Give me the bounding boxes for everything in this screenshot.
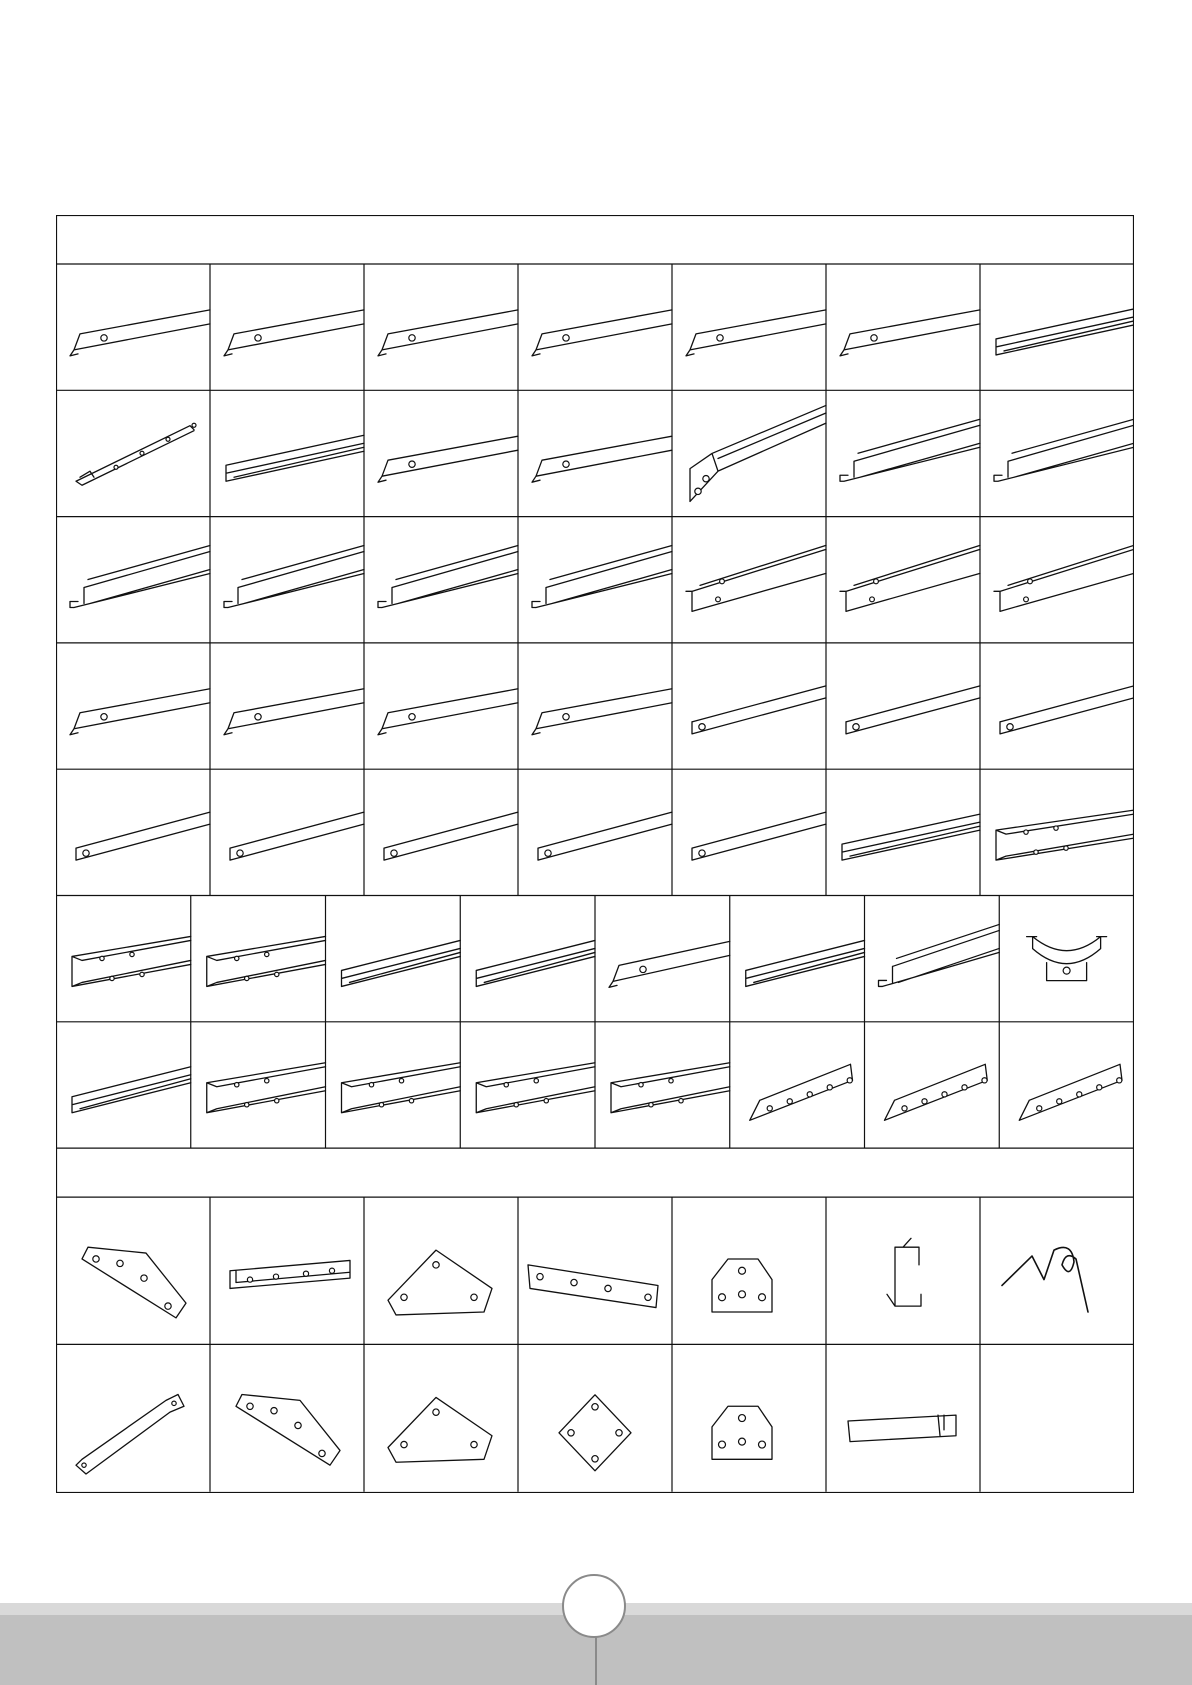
catalog-grid [56, 215, 1134, 1493]
triangle-plate-icon [388, 1397, 492, 1462]
c-channel-icon [476, 1063, 595, 1113]
part-cell-angle-profile [826, 264, 980, 390]
c-channel-icon [996, 810, 1134, 860]
angle-profile-icon [378, 436, 518, 482]
part-cell-double-channel-rail [826, 390, 980, 516]
table-border [57, 216, 1134, 1493]
part-cell-channel-rail [980, 264, 1134, 390]
double-channel-rail-icon [224, 546, 364, 608]
part-cell-angle-profile [518, 643, 672, 769]
part-cell-flat-bar [518, 769, 672, 895]
parts-catalog-table [56, 215, 1134, 1493]
part-cell-angle-profile [210, 643, 364, 769]
double-channel-rail-icon [840, 419, 980, 481]
angle-profile-icon [378, 310, 518, 356]
part-cell-corner-plate [210, 1344, 340, 1491]
square-plate-icon [559, 1395, 631, 1471]
part-cell-c-channel [191, 896, 326, 1022]
double-channel-rail-icon [994, 419, 1134, 481]
flat-bar-icon [692, 686, 826, 734]
part-cell-u-channel [210, 1197, 350, 1344]
angle-profile-icon [532, 310, 672, 356]
hanger-slot-icon [848, 1415, 956, 1442]
c-channel-icon [342, 1063, 461, 1113]
part-cell-angle-profile [364, 264, 518, 390]
part-cell-angle-profile [518, 264, 672, 390]
part-cell-c-channel [326, 1022, 461, 1148]
part-cell-flat-bar [672, 643, 826, 769]
table-row [56, 1022, 1134, 1148]
part-cell-angle-profile [70, 310, 210, 356]
angle-profile-icon [609, 941, 730, 987]
perforated-angle-icon [885, 1064, 988, 1120]
part-cell-channel-rail [826, 769, 980, 895]
angle-profile-icon [686, 310, 826, 356]
part-cell-channel-rail [72, 1067, 191, 1113]
c-channel-icon [207, 1063, 326, 1113]
part-cell-triangle-plate [364, 1344, 492, 1491]
part-cell-z-profile [826, 517, 980, 643]
angle-profile-icon [224, 689, 364, 735]
joint-plate-icon [712, 1259, 772, 1312]
channel-rail-icon [342, 940, 461, 986]
angle-profile-icon [378, 689, 518, 735]
flat-bar-icon [846, 686, 980, 734]
part-cell-angle-profile [364, 643, 518, 769]
part-cell-channel-rail [730, 896, 865, 1022]
double-channel-rail-icon [879, 924, 1000, 986]
strap-icon [76, 1394, 184, 1474]
part-cell-flat-bar [980, 643, 1134, 769]
part-cell-c-channel [72, 936, 191, 986]
part-cell-channel-rail [460, 896, 595, 1022]
flat-bar-icon [230, 812, 364, 860]
part-cell-square-plate [518, 1344, 631, 1491]
part-cell-flat-bar [672, 769, 826, 895]
page-number-badge [562, 1574, 626, 1638]
double-channel-rail-icon [378, 546, 518, 608]
part-cell-double-channel-rail [865, 896, 1000, 1022]
part-cell-angled-bracket-profile [672, 390, 826, 516]
angle-profile-icon [532, 689, 672, 735]
table-row [56, 1197, 1134, 1344]
spring-wire-icon [1002, 1247, 1088, 1312]
c-channel-icon [72, 936, 191, 986]
part-cell-z-profile [980, 517, 1134, 643]
part-cell-z-profile [672, 517, 826, 643]
part-cell-c-channel [191, 1022, 326, 1148]
u-channel-icon [230, 1260, 350, 1288]
part-cell-c-channel [460, 1022, 595, 1148]
part-cell-joint-plate [672, 1344, 772, 1491]
c-channel-icon [207, 936, 326, 986]
part-cell-flat-bar [364, 769, 518, 895]
part-cell-angle-profile [595, 896, 730, 1022]
table-row [76, 1344, 980, 1491]
part-cell-perforated-angle [730, 1022, 853, 1148]
flat-bar-icon [1000, 686, 1134, 734]
corner-plate-icon [236, 1394, 340, 1465]
channel-rail-icon [996, 309, 1134, 355]
part-cell-flat-bar [210, 769, 364, 895]
stud-rail-icon [76, 423, 196, 485]
part-cell-strap [76, 1394, 184, 1474]
part-cell-perforated-angle [999, 1022, 1122, 1148]
part-cell-angle-profile [364, 390, 518, 516]
perforated-angle-icon [1019, 1064, 1122, 1120]
part-cell-perforated-angle [865, 1022, 988, 1148]
part-cell-stud-rail [76, 423, 196, 485]
double-channel-rail-icon [70, 546, 210, 608]
part-cell-angle-profile [210, 264, 364, 390]
channel-rail-icon [476, 940, 595, 986]
table-row [56, 517, 1134, 643]
angle-profile-icon [224, 310, 364, 356]
part-cell-double-channel-rail [364, 517, 518, 643]
part-cell-spring-wire [980, 1197, 1088, 1344]
table-row [56, 896, 1134, 1022]
part-cell-triangle-plate [364, 1197, 492, 1344]
hook-icon [887, 1238, 921, 1306]
part-cell-hanger-slot [826, 1344, 956, 1491]
double-channel-rail-icon [532, 546, 672, 608]
angle-profile-icon [840, 310, 980, 356]
channel-rail-icon [226, 435, 364, 481]
part-cell-hook [826, 1197, 921, 1344]
flat-bar-icon [76, 812, 210, 860]
flat-plate-icon [528, 1265, 658, 1308]
joint-plate-icon [712, 1406, 772, 1459]
corner-plate-icon [82, 1247, 186, 1318]
part-cell-double-channel-rail [980, 390, 1134, 516]
part-cell-channel-rail [326, 896, 461, 1022]
table-row [56, 769, 1134, 895]
part-cell-clamp [999, 896, 1106, 1022]
flat-bar-icon [538, 812, 672, 860]
z-profile-icon [686, 545, 826, 611]
part-cell-joint-plate [672, 1197, 772, 1344]
flat-bar-icon [384, 812, 518, 860]
table-row [56, 390, 1134, 516]
part-cell-double-channel-rail [210, 517, 364, 643]
flat-bar-icon [692, 812, 826, 860]
part-cell-channel-rail [210, 390, 364, 516]
triangle-plate-icon [388, 1250, 492, 1315]
part-cell-double-channel-rail [518, 517, 672, 643]
part-cell-flat-plate [518, 1197, 658, 1344]
channel-rail-icon [72, 1067, 191, 1113]
part-cell-c-channel [980, 769, 1134, 895]
z-profile-icon [994, 545, 1134, 611]
part-cell-angle-profile [518, 390, 672, 516]
table-row [56, 643, 1134, 769]
angled-bracket-profile-icon [690, 405, 826, 501]
z-profile-icon [840, 545, 980, 611]
part-cell-flat-bar [826, 643, 980, 769]
channel-rail-icon [746, 940, 865, 986]
table-row [56, 264, 1134, 390]
clamp-icon [1027, 937, 1107, 981]
c-channel-icon [611, 1063, 730, 1113]
part-cell-double-channel-rail [70, 546, 210, 608]
perforated-angle-icon [750, 1064, 853, 1120]
part-cell-flat-bar [76, 812, 210, 860]
channel-rail-icon [842, 814, 980, 860]
angle-profile-icon [70, 310, 210, 356]
part-cell-corner-plate [82, 1247, 186, 1318]
part-cell-angle-profile [70, 689, 210, 735]
part-cell-angle-profile [672, 264, 826, 390]
angle-profile-icon [70, 689, 210, 735]
angle-profile-icon [532, 436, 672, 482]
part-cell-c-channel [595, 1022, 730, 1148]
